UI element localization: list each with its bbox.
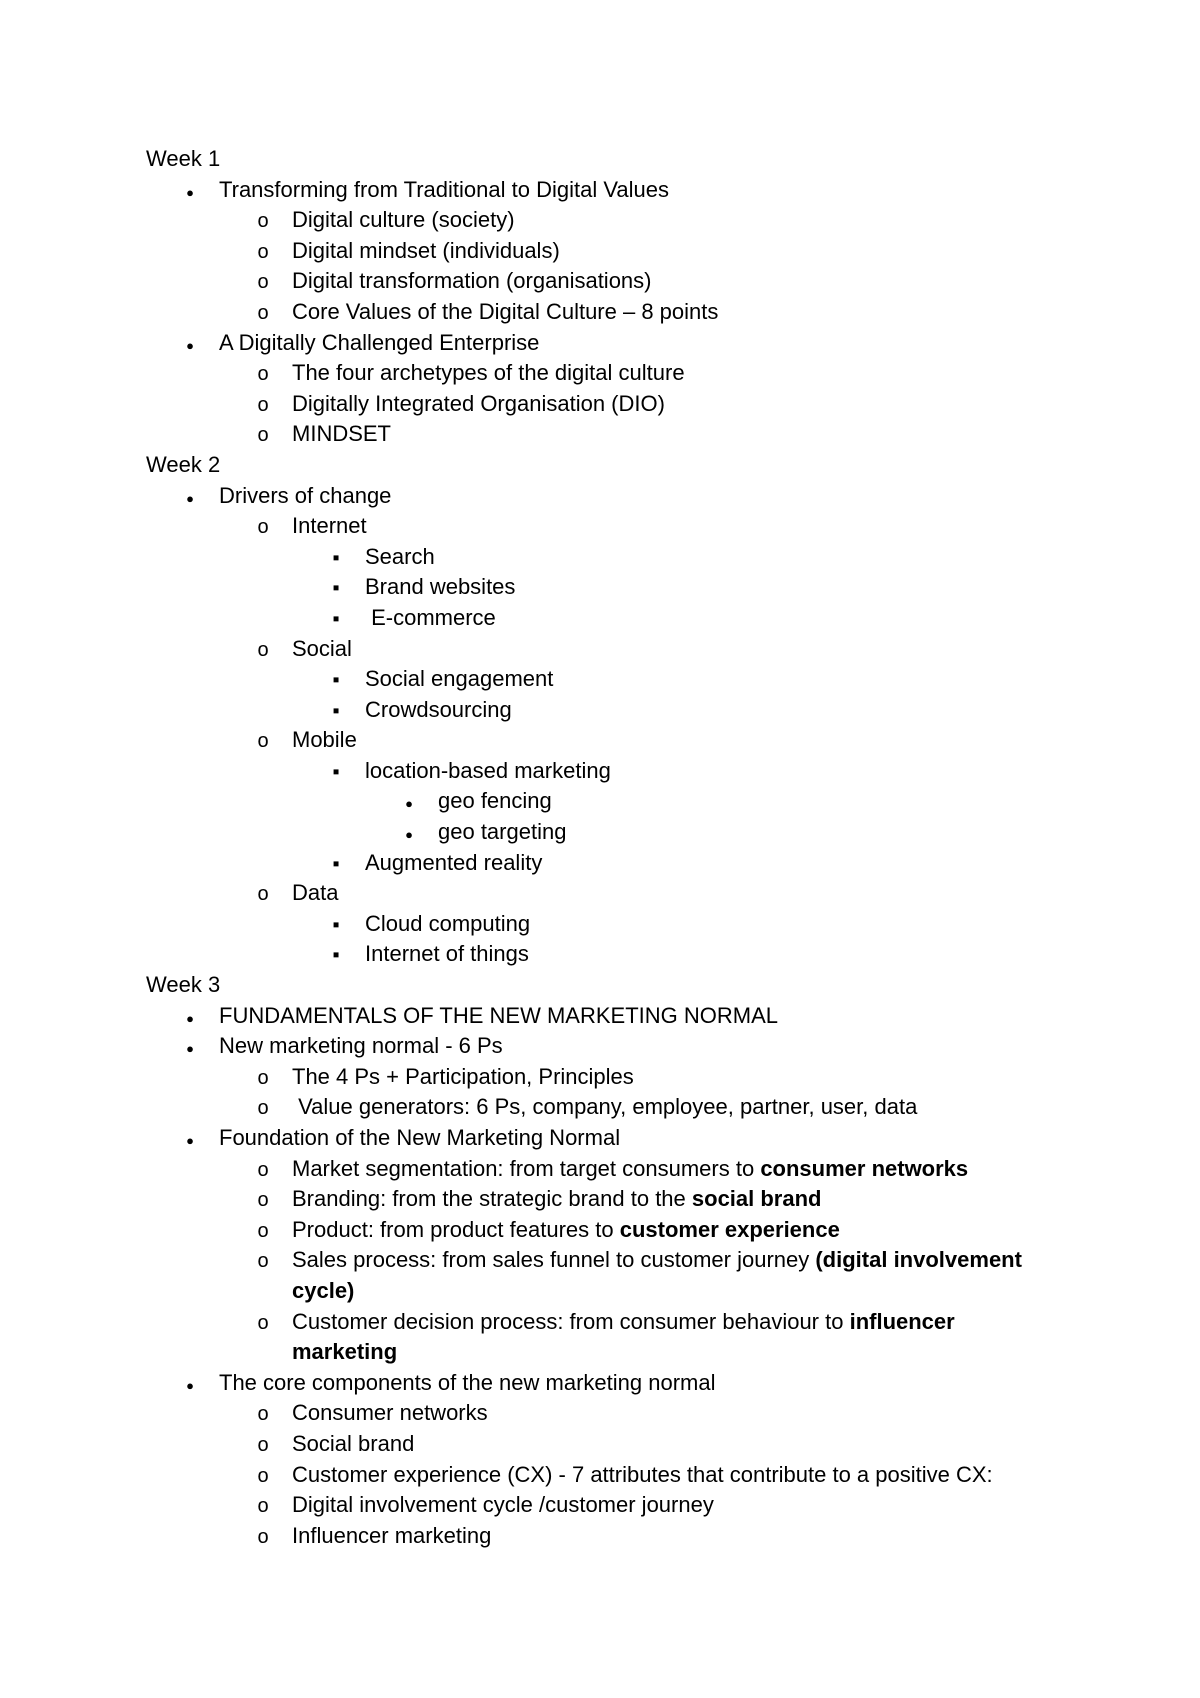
bullet-circle-icon — [253, 419, 273, 451]
bullet-circle-icon — [253, 1215, 273, 1247]
bullet-square-icon — [326, 695, 346, 727]
list-item: ▪ Search — [146, 542, 1046, 573]
list-item: o Branding: from the strategic brand to the social brand — [146, 1184, 1046, 1215]
list-item: o Core Values of the Digital Culture – 8 points — [146, 297, 1046, 328]
bullet-dot-icon — [180, 1001, 200, 1035]
list-item: ▪ E-commerce — [146, 603, 1046, 634]
bullet-circle-icon — [253, 878, 273, 910]
list-item: o Digital involvement cycle /customer journey — [146, 1490, 1046, 1521]
bullet-circle-icon — [253, 1184, 273, 1216]
bold-term: influencer marketing — [292, 1308, 955, 1365]
bold-term: consumer networks — [760, 1155, 969, 1181]
bullet-square-icon — [326, 542, 346, 574]
list-item: ● Transforming from Traditional to Digital Values — [146, 175, 1046, 206]
list-item: ● A Digitally Challenged Enterprise — [146, 328, 1046, 359]
bullet-circle-icon — [253, 1245, 273, 1277]
bullet-circle-icon — [253, 205, 273, 237]
list-item: o Product: from product features to customer experience — [146, 1215, 1046, 1246]
bullet-dot-icon — [180, 481, 200, 515]
bullet-circle-icon — [253, 266, 273, 298]
list-item: o The four archetypes of the digital culture — [146, 358, 1046, 389]
list-item: ● Foundation of the New Marketing Normal — [146, 1123, 1046, 1154]
bullet-dot-icon — [180, 328, 200, 362]
list-item: o Digital transformation (organisations) — [146, 266, 1046, 297]
list-item: o Internet — [146, 511, 1046, 542]
list-item: o Data — [146, 878, 1046, 909]
bold-term: (digital involvement cycle) — [292, 1247, 1022, 1303]
bullet-circle-icon — [253, 236, 273, 268]
bullet-dot-icon — [180, 1031, 200, 1065]
bullet-square-icon — [326, 603, 346, 635]
list-item: ● FUNDAMENTALS OF THE NEW MARKETING NORMAL — [146, 1001, 1046, 1032]
bullet-circle-icon — [253, 1062, 273, 1094]
bullet-dot-icon — [399, 817, 419, 851]
bullet-circle-icon — [253, 634, 273, 666]
list-item: o Customer experience (CX) - 7 attributes that contribute to a positive CX: — [146, 1460, 1046, 1491]
bullet-circle-icon — [253, 358, 273, 390]
list-item: ● geo fencing — [146, 786, 1046, 817]
list-item: ▪ Social engagement — [146, 664, 1046, 695]
bullet-square-icon — [326, 909, 346, 941]
bold-term: social brand — [691, 1186, 822, 1212]
bullet-circle-icon — [253, 1429, 273, 1461]
list-item: o Digitally Integrated Organisation (DIO) — [146, 389, 1046, 420]
list-item: ▪ Crowdsourcing — [146, 695, 1046, 726]
list-item: ▪ Internet of things — [146, 939, 1046, 970]
bold-term: customer experience — [619, 1216, 840, 1242]
list-item: o Digital culture (society) — [146, 205, 1046, 236]
list-item: ● geo targeting — [146, 817, 1046, 848]
bullet-square-icon — [326, 664, 346, 696]
bullet-circle-icon — [253, 1490, 273, 1522]
list-item: ▪ Brand websites — [146, 572, 1046, 603]
bullet-dot-icon — [399, 786, 419, 820]
list-item: ● New marketing normal - 6 Ps — [146, 1031, 1046, 1062]
list-item: o Social brand — [146, 1429, 1046, 1460]
week-heading: Week 2 — [146, 451, 221, 477]
week-heading: Week 1 — [146, 146, 221, 171]
bullet-circle-icon — [253, 1092, 273, 1124]
bullet-circle-icon — [253, 1521, 273, 1553]
bullet-dot-icon — [180, 1123, 200, 1157]
list-item: ▪ Cloud computing — [146, 909, 1046, 940]
bullet-circle-icon — [253, 389, 273, 421]
bullet-square-icon — [326, 848, 346, 880]
bullet-circle-icon — [253, 511, 273, 543]
list-item: o Sales process: from sales funnel to customer journey (digital involvement cycle) — [146, 1245, 1052, 1306]
list-item: o Value generators: 6 Ps, company, employee, partner, user, data — [146, 1092, 1046, 1123]
bullet-square-icon — [326, 572, 346, 604]
bullet-square-icon — [326, 756, 346, 788]
bullet-circle-icon — [253, 1398, 273, 1430]
list-item: o MINDSET — [146, 419, 1046, 450]
list-item: o Social — [146, 634, 1046, 665]
bullet-circle-icon — [253, 725, 273, 757]
list-item: o Digital mindset (individuals) — [146, 236, 1046, 267]
list-item: ▪ Augmented reality — [146, 848, 1046, 879]
list-item: ● The core components of the new marketing normal — [146, 1368, 1046, 1399]
list-item: o The 4 Ps + Participation, Principles — [146, 1062, 1046, 1093]
list-item: o Market segmentation: from target consumers to consumer networks — [146, 1154, 1046, 1185]
bullet-dot-icon — [180, 1368, 200, 1402]
list-item: o Influencer marketing — [146, 1521, 1046, 1552]
list-item: o Customer decision process: from consumer behaviour to influencer marketing — [146, 1307, 1052, 1368]
bullet-dot-icon — [180, 175, 200, 209]
list-item: o Consumer networks — [146, 1398, 1046, 1429]
list-item: o Mobile — [146, 725, 1046, 756]
bullet-circle-icon — [253, 1460, 273, 1492]
bullet-circle-icon — [253, 297, 273, 329]
list-item: ▪ location-based marketing — [146, 756, 1046, 787]
week-heading: Week 3 — [146, 972, 221, 998]
bullet-circle-icon — [253, 1307, 273, 1339]
list-item: ● Drivers of change — [146, 481, 1046, 512]
outline-notes — [146, 144, 1046, 1551]
bullet-square-icon — [326, 939, 346, 971]
bullet-circle-icon — [253, 1154, 273, 1186]
